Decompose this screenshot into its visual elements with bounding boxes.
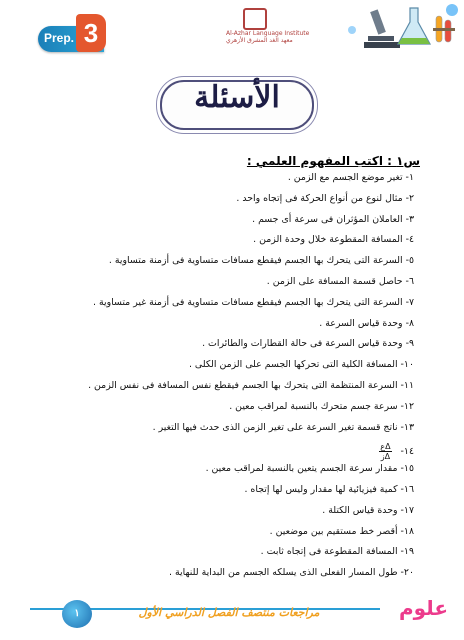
question-item: ٨- وحدة قياس السرعة .	[319, 317, 414, 329]
molecule-icon	[446, 4, 458, 16]
question-item: ٥- السرعة التى يتحرك بها الجسم فيقطع مسافات متساوية فى أزمنة متساوية .	[108, 255, 414, 267]
question-item: ٢- مثال لنوع من أنواع الحركة فى إتجاه واحد .	[236, 192, 414, 204]
page-number-badge: ١	[62, 600, 92, 628]
test-tubes-icon	[433, 16, 455, 42]
institute-name-en: Al-Azhar Language Institute	[226, 30, 310, 37]
question-number: ١٤-	[400, 446, 414, 458]
institute-logo	[226, 8, 310, 48]
bubble-icon	[348, 26, 356, 34]
question-item: ١٦- كمية فيزيائية لها مقدار وليس لها إتجاه .	[244, 483, 414, 495]
question-item: ١٩- المسافة المقطوعة فى إتجاه ثابت .	[260, 546, 414, 558]
question-item: ٣- العاملان المؤثران فى سرعة أى جسم .	[252, 213, 414, 225]
question-item: ٩- وحدة قياس السرعة فى حالة القطارات والطائرات .	[202, 338, 414, 350]
question-item: ٤- المسافة المقطوعة خلال وحدة الزمن .	[253, 234, 414, 246]
question-item: ٢٠- طول المسار الفعلى الذى يسلكه الجسم من البداية للنهاية .	[169, 567, 414, 579]
fraction-denominator: Δز	[380, 452, 391, 462]
question-item: ١- تغير موضع الجسم مع الزمن .	[287, 172, 414, 183]
question-item: ١٧- وحدة قياس الكتلة .	[322, 504, 414, 516]
page-title: الأسئلة	[194, 80, 280, 115]
question-list	[44, 172, 414, 588]
institute-emblem-icon	[243, 8, 267, 30]
lab-equipment-illustration	[340, 0, 464, 58]
flask-icon	[398, 8, 430, 44]
question-item: ١٥- مقدار سرعة الجسم يتعين بالنسبة لمراقب معين .	[205, 463, 414, 475]
question-item-fraction	[44, 442, 414, 463]
institute-name-ar: معهد الغد المشرق الأزهري	[226, 37, 293, 44]
question-heading: س١ : اكتب المفهوم العلمي :	[246, 154, 420, 168]
question-item: ١٠- المسافة الكلية التى تحركها الجسم على الزمن الكلى .	[188, 359, 414, 371]
delta-fraction	[379, 442, 391, 461]
footer-caption: مراجعات منتصف الفصل الدراسي الأول	[138, 606, 320, 619]
prep-label: Prep.	[44, 31, 75, 45]
subject-label: علوم	[398, 596, 448, 620]
question-item: ١١- السرعة المنتظمة التى يتحرك بها الجسم فيقطع نفس المسافة فى نفس الزمن .	[88, 379, 414, 391]
question-item: ١٢- سرعة جسم متحرك بالنسبة لمراقب معين .	[229, 400, 414, 412]
question-item: ١٣- ناتج قسمة تغير السرعة على تغير الزمن الذى حدث فيها التغير .	[152, 421, 414, 433]
question-item: ٦- حاصل قسمة المسافة على الزمن .	[266, 275, 414, 287]
question-item: ١٨- أقصر خط مستقيم بين موضعين .	[269, 525, 414, 537]
prep-number-badge: 3	[76, 14, 106, 52]
question-item: ٧- السرعة التى يتحرك بها الجسم فيقطع مسافات متساوية فى أزمنة غير متساوية .	[93, 296, 414, 308]
microscope-icon	[364, 9, 400, 48]
fraction-numerator: Δع	[380, 442, 391, 452]
